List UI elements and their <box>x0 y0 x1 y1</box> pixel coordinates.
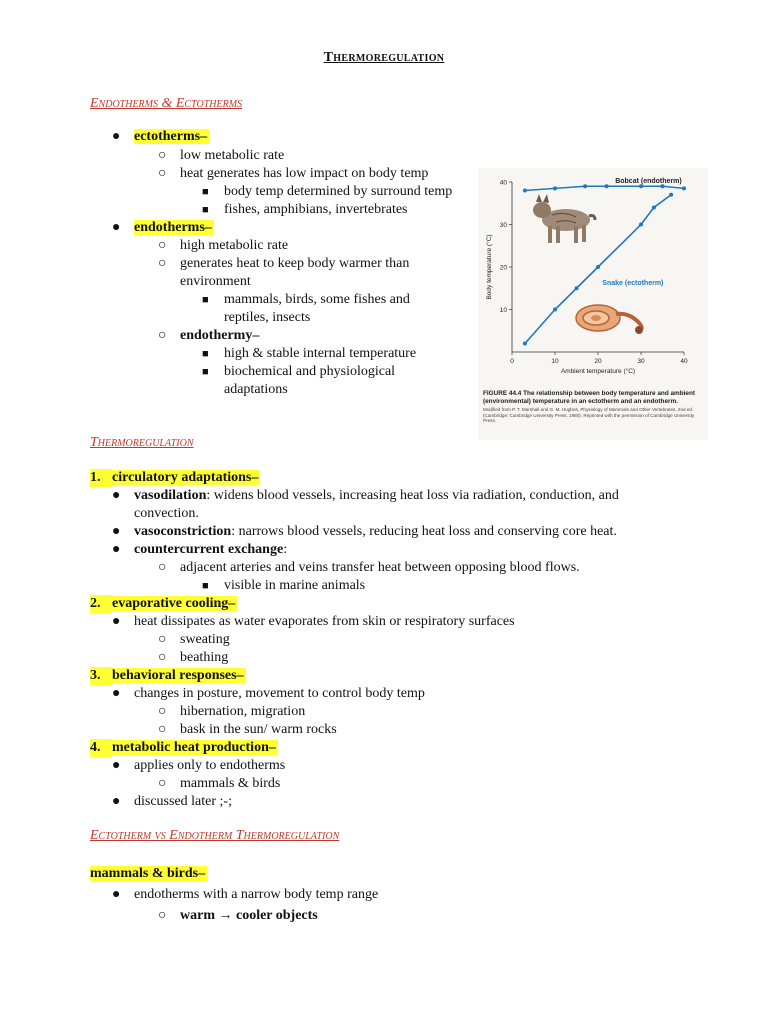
list-text: mammals, birds, some fishes and <box>224 292 410 307</box>
circle-bullet-icon: ○ <box>158 722 167 737</box>
list-text: hibernation, migration <box>180 704 306 719</box>
list-text: high & stable internal temperature <box>224 346 417 361</box>
circle-bullet-icon: ○ <box>158 166 167 181</box>
list-item <box>158 237 288 255</box>
list-text: : narrows blood vessels, reducing heat loss and conserving core heat. <box>231 524 617 539</box>
endothermy-term: endothermy– <box>180 328 260 343</box>
y-axis-label: Body temperature (°C) <box>486 234 493 300</box>
circle-bullet-icon: ○ <box>158 908 167 923</box>
list-text: endotherms with a narrow body temp range <box>134 887 379 902</box>
list-item <box>158 721 337 739</box>
snake-icon <box>576 305 643 334</box>
list-item <box>158 165 428 183</box>
bullet-icon: ● <box>112 524 121 539</box>
square-bullet-icon: ■ <box>202 366 209 378</box>
subheading <box>90 865 207 883</box>
list-text: : widens blood vessels, increasing heat loss via radiation, conduction, and <box>206 488 619 503</box>
circle-bullet-icon: ○ <box>158 256 167 271</box>
list-text: biochemical and physiological <box>224 364 396 379</box>
y-tick-label: 40 <box>499 179 507 187</box>
list-text: low metabolic rate <box>180 148 285 163</box>
list-text: beathing <box>180 650 229 665</box>
list-item <box>202 183 452 201</box>
list-item <box>112 523 617 541</box>
section-heading-endotherms-ectotherms: Endotherms & Ectotherms <box>90 96 243 111</box>
bobcat-data-point <box>682 186 686 190</box>
bullet-icon: ● <box>112 794 121 809</box>
circle-bullet-icon: ○ <box>158 328 167 343</box>
countercurrent-term: countercurrent exchange <box>134 542 284 557</box>
list-item <box>158 327 259 345</box>
list-item <box>202 345 416 363</box>
list-text: warm → cooler objects <box>180 908 318 923</box>
snake-data-point <box>669 193 673 197</box>
series-label-snake: Snake (ectotherm) <box>602 280 664 287</box>
evaporative-heading: evaporative cooling– <box>112 596 236 611</box>
list-item <box>202 201 408 219</box>
body-temp-chart <box>478 168 708 390</box>
snake-data-point <box>523 342 527 346</box>
circle-bullet-icon: ○ <box>158 148 167 163</box>
bobcat-series-line <box>525 186 684 190</box>
circulatory-heading: circulatory adaptations– <box>112 470 259 485</box>
list-item <box>158 147 284 165</box>
vasodilation-term: vasodilation <box>134 488 207 503</box>
list-item <box>202 577 365 595</box>
metabolic-heading: metabolic heat production– <box>112 740 276 755</box>
square-bullet-icon: ■ <box>202 580 209 592</box>
list-text: mammals & birds <box>180 776 281 791</box>
bullet-icon: ● <box>112 129 121 144</box>
list-text: visible in marine animals <box>224 578 366 593</box>
list-number: 3. <box>90 667 112 685</box>
square-bullet-icon: ■ <box>202 204 209 216</box>
list-item <box>112 886 378 904</box>
caption-text: FIGURE 44.4 The relationship between body temperature and ambient (environmental) temperature in an ectotherm and an endotherm. <box>483 390 695 405</box>
list-number: 4. <box>90 739 112 757</box>
snake-data-point <box>639 223 643 227</box>
square-bullet-icon: ■ <box>202 186 209 198</box>
list-item <box>158 775 280 793</box>
list-item <box>112 793 232 811</box>
x-tick-label: 20 <box>594 358 602 365</box>
snake-data-point <box>652 206 656 210</box>
list-item <box>202 291 410 309</box>
list-item <box>158 255 409 273</box>
circle-bullet-icon: ○ <box>158 704 167 719</box>
numbered-item <box>90 469 260 487</box>
endotherms-heading: endotherms– <box>134 220 212 235</box>
vasoconstriction-term: vasoconstriction <box>134 524 232 539</box>
snake-data-point <box>575 286 579 290</box>
behavioral-heading: behavioral responses– <box>112 668 244 683</box>
page-title: Thermoregulation <box>323 50 445 65</box>
list-item <box>112 487 619 505</box>
y-tick-label: 20 <box>499 264 507 272</box>
x-axis-label: Ambient temperature (°C) <box>560 368 636 375</box>
snake-data-point <box>553 308 557 312</box>
caption-source: Modified from P. T. Marshall and G. M. Hughes, Physiology of Mammals and Other Vertebrates, 2nd ed. (Cambridge: Cambridge University Press, 1980). Reprinted with the permission of Cambridge University Press. <box>483 407 695 423</box>
list-text: heat dissipates as water evaporates from skin or respiratory surfaces <box>134 614 515 629</box>
x-tick-label: 30 <box>637 358 645 365</box>
list-item <box>112 219 214 237</box>
list-item <box>158 703 305 721</box>
figure-caption <box>483 390 705 424</box>
list-text: applies only to endotherms <box>134 758 286 773</box>
list-text: fishes, amphibians, invertebrates <box>224 202 408 217</box>
bobcat-data-point <box>583 184 587 188</box>
x-tick-label: 40 <box>680 358 688 365</box>
circle-bullet-icon: ○ <box>158 238 167 253</box>
list-item <box>158 559 580 577</box>
list-text: adjacent arteries and veins transfer heat between opposing blood flows. <box>180 560 580 575</box>
list-text-continued: reptiles, insects <box>224 310 311 325</box>
list-text-continued: convection. <box>134 506 199 521</box>
x-tick-label: 10 <box>551 358 559 365</box>
list-text: : <box>283 542 288 557</box>
list-item <box>112 757 285 775</box>
circle-bullet-icon: ○ <box>158 560 167 575</box>
bobcat-data-point <box>523 189 527 193</box>
ectotherms-heading: ectotherms– <box>134 129 208 144</box>
square-bullet-icon: ■ <box>202 294 209 306</box>
circle-bullet-icon: ○ <box>158 650 167 665</box>
list-item <box>112 541 287 559</box>
bullet-icon: ● <box>112 887 121 902</box>
bullet-icon: ● <box>112 758 121 773</box>
list-text: bask in the sun/ warm rocks <box>180 722 337 737</box>
list-item <box>112 613 515 631</box>
list-text: high metabolic rate <box>180 238 289 253</box>
list-number: 2. <box>90 595 112 613</box>
list-text: sweating <box>180 632 230 647</box>
list-text: body temp determined by surround temp <box>224 184 453 199</box>
list-number: 1. <box>90 469 112 487</box>
list-item <box>158 631 230 649</box>
bobcat-data-point <box>605 184 609 188</box>
list-item <box>112 128 209 146</box>
list-text: heat generates has low impact on body temp <box>180 166 429 181</box>
y-tick-label: 10 <box>499 306 507 314</box>
x-tick-label: 0 <box>510 358 514 365</box>
list-text-continued: environment <box>180 274 251 289</box>
list-item <box>158 907 318 925</box>
section-heading-thermoregulation: Thermoregulation <box>90 435 194 450</box>
bullet-icon: ● <box>112 220 121 235</box>
list-item <box>112 685 425 703</box>
y-tick-label: 30 <box>499 221 507 229</box>
list-item <box>158 649 228 667</box>
numbered-item <box>90 667 246 685</box>
list-text: discussed later ;-; <box>134 794 232 809</box>
circle-bullet-icon: ○ <box>158 632 167 647</box>
section-heading-ectotherm-vs-endotherm: Ectotherm vs Endotherm Thermoregulation <box>90 828 340 843</box>
figure-44-4 <box>478 168 708 440</box>
list-text: changes in posture, movement to control body temp <box>134 686 425 701</box>
list-text: generates heat to keep body warmer than <box>180 256 410 271</box>
snake-data-point <box>596 265 600 269</box>
numbered-item <box>90 739 278 757</box>
square-bullet-icon: ■ <box>202 348 209 360</box>
series-label-bobcat: Bobcat (endotherm) <box>615 178 682 186</box>
mammals-birds-heading: mammals & birds– <box>90 866 206 881</box>
bobcat-icon <box>533 194 595 243</box>
list-text-continued: adaptations <box>224 382 288 397</box>
bullet-icon: ● <box>112 686 121 701</box>
list-item <box>202 363 395 381</box>
bullet-icon: ● <box>112 488 121 503</box>
circle-bullet-icon: ○ <box>158 776 167 791</box>
numbered-item <box>90 595 237 613</box>
bullet-icon: ● <box>112 542 121 557</box>
bobcat-data-point <box>553 186 557 190</box>
bullet-icon: ● <box>112 614 121 629</box>
